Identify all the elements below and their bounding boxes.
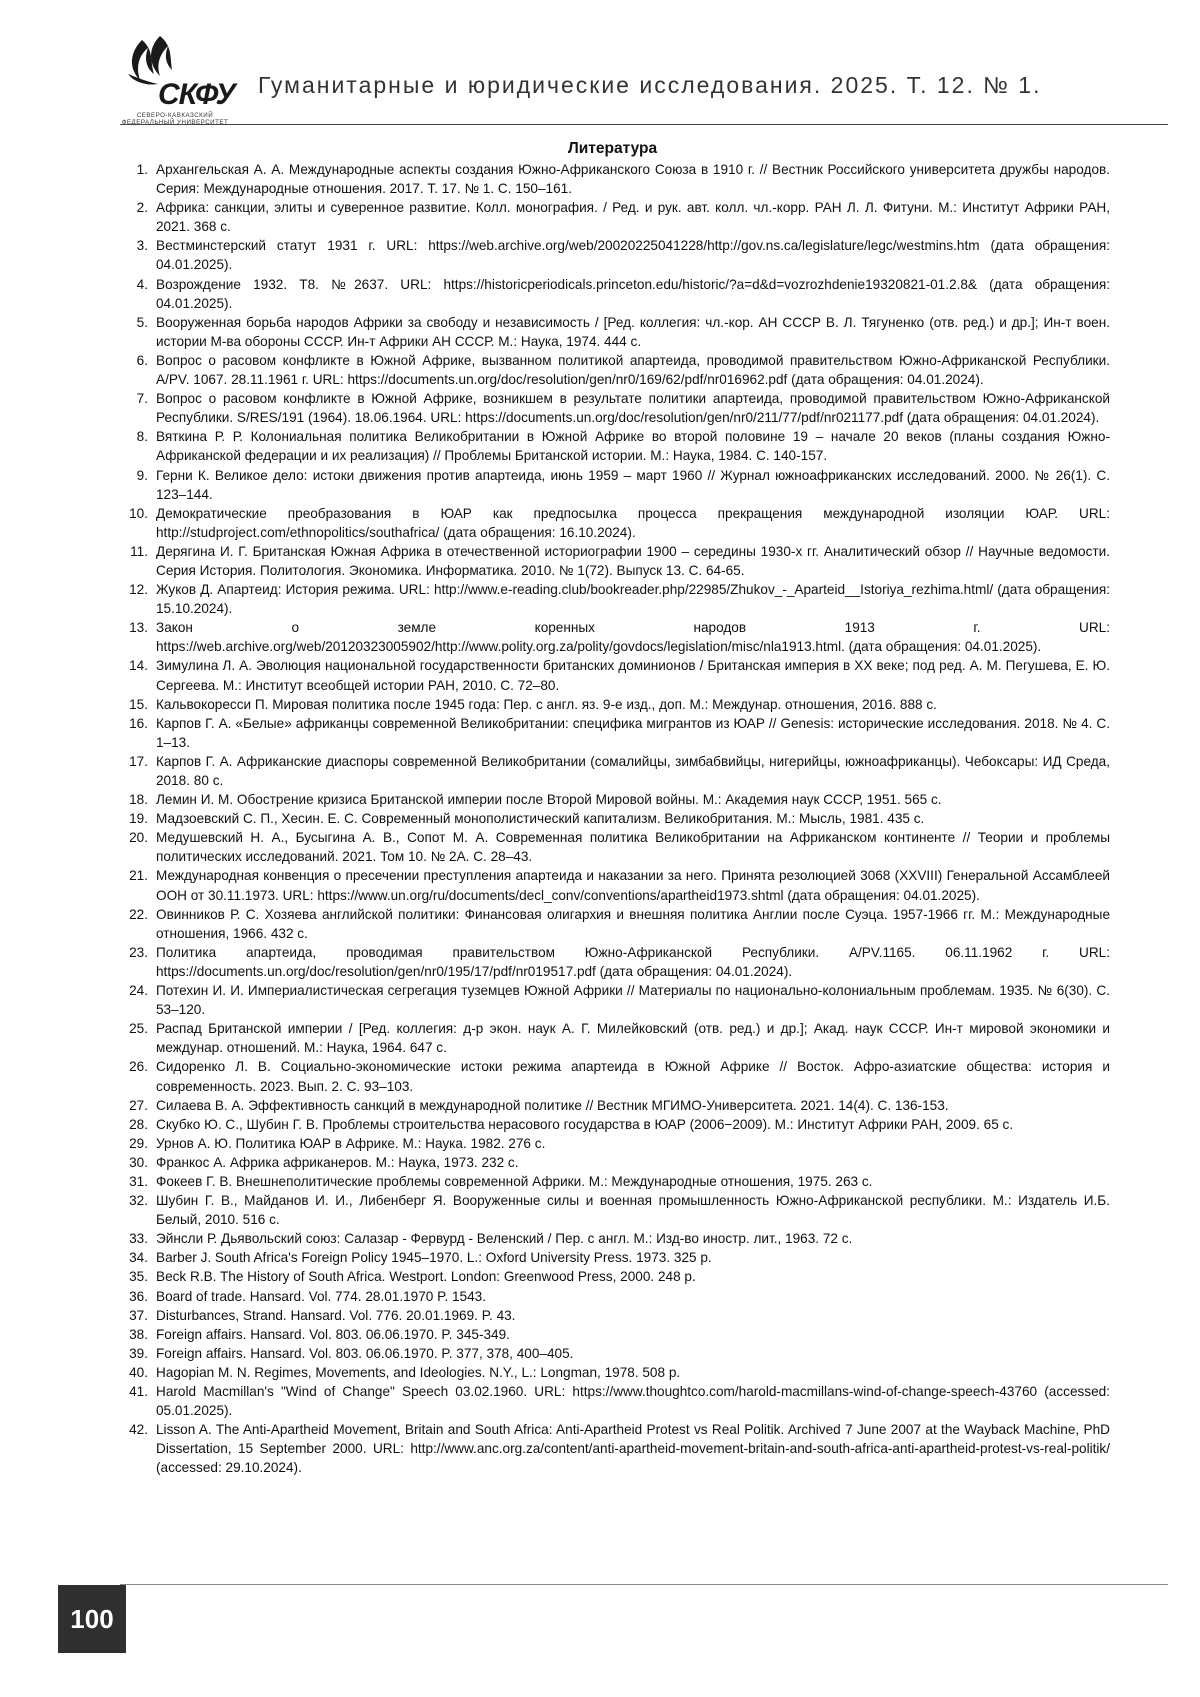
reference-number: 32. xyxy=(129,1193,148,1209)
reference-item xyxy=(120,828,1110,866)
reference-number: 41. xyxy=(129,1384,148,1399)
reference-text: Шубин Г. В., Майданов И. И., Либенберг Я. Вооруженные силы и военная промышленность Южно-Африканской республики. М.: Издатель И.Б. Белый, 2010. 516 с. xyxy=(156,1193,1110,1228)
reference-item xyxy=(120,1420,1110,1477)
reference-text: Жуков Д. Апартеид: История режима. URL: http://www.e-reading.club/bookreader.php/22985/Zhukov_-_Aparteid__Istoriya_rezhima.html/ (дата обращения: 15.10.2024). xyxy=(156,582,1110,617)
reference-item xyxy=(120,236,1110,274)
reference-number: 17. xyxy=(129,753,148,769)
reference-item xyxy=(120,1325,1110,1344)
reference-text: Медушевский Н. А., Бусыгина А. В., Сопот М. А. Современная политика Великобритании на Африканском континенте // Теории и проблемы политических исследований. 2021. Том 10. № 2А. С. 28–43. xyxy=(156,830,1110,865)
reference-text: Foreign affairs. Hansard. Vol. 803. 06.06.1970. P. 345-349. xyxy=(156,1326,510,1342)
reference-item xyxy=(120,160,1110,198)
reference-number: 27. xyxy=(129,1097,148,1113)
reference-text: Архангельская А. А. Международные аспекты создания Южно-Африканского Союза в 1910 г. // Вестник Российского университета дружбы народов. Серия: Международные отношения. 2017. Т. 17. № 1. С. 150–161. xyxy=(156,162,1110,197)
reference-text: Распад Британской империи / [Ред. коллегия: д-р экон. наук А. Г. Милейковский (отв. ред.) и др.]; Акад. наук СССР. Ин-т мировой экономики и междунар. отношений. М.: Наука, 1964. 647 с. xyxy=(156,1021,1110,1056)
reference-item xyxy=(120,1248,1110,1267)
reference-text: Фокеев Г. В. Внешнеполитические проблемы современной Африки. М.: Международные отношения, 1975. 263 с. xyxy=(156,1173,873,1189)
reference-number: 14. xyxy=(129,658,148,674)
reference-item xyxy=(120,1382,1110,1420)
logo-subtitle: СЕВЕРО-КАВКАЗСКИЙ ФЕДЕРАЛЬНЫЙ УНИВЕРСИТЕТ xyxy=(121,112,229,126)
reference-text: Дерягина И. Г. Британская Южная Африка в отечественной историографии 1900 – середины 1930-х гг. Аналитический обзор // Научные ведомости. Серия История. Политология. Экономика. Информатика. 2010. № 1(72). Выпуск 13. С. 64-65. xyxy=(156,543,1110,578)
section-heading: Литература xyxy=(567,140,658,157)
reference-number: 35. xyxy=(129,1269,148,1285)
reference-item xyxy=(120,1057,1110,1095)
reference-number: 9. xyxy=(136,467,148,483)
reference-number: 38. xyxy=(129,1326,148,1342)
reference-text: Вопрос о расовом конфликте в Южной Африке, вызванном политикой апартеида, проводимой правительством Южно-Африканской Республики. A/PV. 1067. 28.11.1961 г. URL: https://documents.un.org/doc/resolution/gen/nr0/169/62/pdf/nr016962.pdf (дата обращения: 04.01.2024). xyxy=(156,352,1110,388)
reference-text: Карпов Г. А. «Белые» африканцы современной Великобритании: специфика мигрантов из ЮАР // Genesis: исторические исследования. 2018. № 4. С. 1–13. xyxy=(156,715,1110,750)
reference-item xyxy=(120,466,1110,504)
reference-number: 6. xyxy=(136,352,148,368)
reference-item xyxy=(120,542,1110,580)
reference-text: Лемин И. М. Обострение кризиса Британской империи после Второй Мировой войны. М.: Академия наук СССР, 1951. 565 с. xyxy=(156,792,942,808)
reference-number: 24. xyxy=(129,983,148,999)
reference-number: 25. xyxy=(129,1021,148,1037)
reference-number: 26. xyxy=(129,1059,148,1075)
reference-item xyxy=(120,618,1110,656)
reference-text: Урнов А. Ю. Политика ЮАР в Африке. М.: Наука. 1982. 276 с. xyxy=(156,1135,546,1151)
reference-number: 5. xyxy=(136,314,148,330)
reference-text: Foreign affairs. Hansard. Vol. 803. 06.06.1970. P. 377, 378, 400–405. xyxy=(156,1345,574,1361)
reference-text: Мадзоевский С. П., Хесин. Е. С. Современный монополистический капитализм. Великобритания. М.: Мысль, 1981. 435 с. xyxy=(156,811,925,827)
reference-number: 36. xyxy=(129,1288,148,1304)
reference-number: 1. xyxy=(136,162,148,177)
reference-text: Beck R.B. The History of South Africa. Westport. London: Greenwood Press, 2000. 248 p. xyxy=(156,1269,696,1285)
footer-divider xyxy=(120,1584,1168,1585)
reference-item xyxy=(120,351,1110,389)
reference-item xyxy=(120,695,1110,714)
reference-item xyxy=(120,981,1110,1019)
reference-text: Силаева В. А. Эффективность санкций в международной политике // Вестник МГИМО-Университета. 2021. 14(4). С. 136-153. xyxy=(156,1097,949,1113)
reference-text: Board of trade. Hansard. Vol. 774. 28.01.1970 P. 1543. xyxy=(156,1288,487,1304)
reference-number: 10. xyxy=(129,505,148,521)
reference-item xyxy=(120,1153,1110,1172)
header-divider xyxy=(120,124,1168,125)
reference-item xyxy=(120,752,1110,790)
reference-number: 40. xyxy=(129,1364,148,1380)
reference-list xyxy=(120,160,1110,1477)
reference-number: 42. xyxy=(129,1422,148,1438)
reference-number: 13. xyxy=(129,620,148,636)
reference-number: 20. xyxy=(129,830,148,846)
reference-item xyxy=(120,275,1110,313)
reference-text: Barber J. South Africa's Foreign Policy 1945–1970. L.: Oxford University Press. 1973. 325 p. xyxy=(156,1250,712,1266)
reference-item xyxy=(120,504,1110,542)
reference-item xyxy=(120,1306,1110,1325)
reference-number: 18. xyxy=(129,792,148,808)
reference-text: Потехин И. И. Империалистическая сегрегация туземцев Южной Африки // Материалы по национально-колониальным проблемам. 1935. № 6(30). С. 53–120. xyxy=(156,983,1110,1018)
reference-item xyxy=(120,790,1110,809)
reference-number: 37. xyxy=(129,1307,148,1323)
reference-number: 12. xyxy=(129,582,148,598)
reference-text: Вестминстерский статут 1931 г. URL: https://web.archive.org/web/20020225041228/http://gov.ns.ca/legislature/legc/westmins.htm (дата обращения: 04.01.2025). xyxy=(156,238,1110,273)
reference-number: 34. xyxy=(129,1250,148,1266)
reference-item xyxy=(120,943,1110,981)
reference-item xyxy=(120,1229,1110,1248)
reference-number: 7. xyxy=(136,391,148,407)
reference-item xyxy=(120,1191,1110,1229)
reference-item xyxy=(120,198,1110,236)
reference-item xyxy=(120,1363,1110,1382)
reference-item xyxy=(120,1287,1110,1306)
reference-text: Зимулина Л. А. Эволюция национальной государственности британских доминионов / Британская империя в XX веке; под ред. А. М. Пегушева, Е. Ю. Сергеева. М.: Институт всеобщей истории РАН, 2010. С. 72–80. xyxy=(156,658,1110,693)
reference-text: Политика апартеида, проводимая правительством Южно-Африканской Республики. A/PV.1165. 06.11.1962 г. URL: https://documents.un.org/doc/resolution/gen/nr0/195/17/pdf/nr019517.pdf (дата обращения: 04.01.2024). xyxy=(156,944,1110,979)
reference-text: Африка: санкции, элиты и суверенное развитие. Колл. монография. / Ред. и рук. авт. колл. чл.-корр. РАН Л. Л. Фитуни. М.: Институт Африки РАН, 2021. 368 с. xyxy=(156,200,1110,235)
reference-number: 28. xyxy=(129,1116,148,1132)
reference-number: 22. xyxy=(129,906,148,922)
reference-item xyxy=(120,427,1110,465)
university-logo xyxy=(120,34,235,126)
reference-number: 4. xyxy=(136,276,148,292)
reference-number: 33. xyxy=(129,1231,148,1247)
page-number: 100 xyxy=(58,1585,126,1653)
reference-number: 3. xyxy=(136,238,148,254)
reference-text: Эйнсли Р. Дьявольский союз: Салазар - Фервурд - Веленский / Пер. с англ. М.: Изд-во иностр. лит., 1963. 72 с. xyxy=(156,1231,853,1247)
reference-text: Возрождение 1932. Т8. №2637. URL: https://historicperiodicals.princeton.edu/historic/?a=d&d=vozrozhdenie19320821-01.2.8& (дата обращения: 04.01.2025). xyxy=(156,276,1110,311)
reference-text: Вооруженная борьба народов Африки за свободу и независимость / [Ред. коллегия: чл.-кор. АН СССР В. Л. Тягуненко (отв. ред.) и др.]; Ин-т воен. истории М-ва обороны СССР. Ин-т Африки АН СССР. М.: Наука, 1974. 444 с. xyxy=(156,314,1110,349)
reference-item xyxy=(120,580,1110,618)
reference-text: Harold Macmillan's "Wind of Change" Speech 03.02.1960. URL: https://www.thoughtco.com/harold-macmillans-wind-of-change-speech-43760 (accessed: 05.01.2025). xyxy=(156,1384,1110,1419)
logo-wordmark: СКФУ xyxy=(158,78,235,111)
page-header xyxy=(0,0,1200,130)
reference-item xyxy=(120,1134,1110,1153)
reference-item xyxy=(120,1096,1110,1115)
reference-number: 11. xyxy=(130,543,148,559)
reference-number: 16. xyxy=(129,715,148,731)
reference-item xyxy=(120,1172,1110,1191)
reference-text: Disturbances, Strand. Hansard. Vol. 776. 20.01.1969. P. 43. xyxy=(156,1307,516,1323)
reference-item xyxy=(120,905,1110,943)
reference-text: Овинников Р. С. Хозяева английской политики: Финансовая олигархия и внешняя политика Англии после Суэца. 1957-1966 гг. М.: Международные отношения, 1966. 432 с. xyxy=(156,906,1110,941)
reference-number: 39. xyxy=(129,1345,148,1361)
reference-item xyxy=(120,1344,1110,1363)
reference-number: 23. xyxy=(129,944,148,960)
reference-item xyxy=(120,389,1110,427)
reference-item xyxy=(120,1267,1110,1286)
reference-text: Lisson A. The Anti-Apartheid Movement, Britain and South Africa: Anti-Apartheid Protest vs Real Politik. Archived 7 June 2007 at the Wayback Machine, PhD Dissertation, 15 September 2000. URL: http://www.anc.org.za/content/anti-apartheid-movement-britain-and-south-africa-anti-apartheid-protest-vs-real-politik/ (accessed: 29.10.2024). xyxy=(156,1422,1110,1476)
reference-text: Вяткина Р. Р. Колониальная политика Великобритании в Южной Африке во второй половине 19 – начале 20 веков (планы создания Южно-Африканской федерации и их реализация) // Проблемы Британской истории. М.: Наука, 1984. С. 140-157. xyxy=(156,429,1110,464)
reference-item xyxy=(120,313,1110,351)
reference-text: Вопрос о расовом конфликте в Южной Африке, возникшем в результате политики апартеида, проводимой правительством Южно-Африканской Республики. S/RES/191 (1964). 18.06.1964. URL: https://documents.un.org/doc/resolution/gen/nr0/211/77/pdf/nr021177.pdf (дата обращения: 04.01.2024). xyxy=(156,391,1110,426)
reference-text: Демократические преобразования в ЮАР как предпосылка процесса прекращения международной изоляции ЮАР. URL: http://studproject.com/ethnopolitics/southafrica/ (дата обращения: 16.10.2024). xyxy=(156,505,1110,540)
reference-number: 29. xyxy=(129,1135,148,1151)
reference-text: Международная конвенция о пресечении преступления апартеида и наказании за него. Принята резолюцией 3068 (XXVIII) Генеральной Ассамблеей ООН от 30.11.1973. URL: https://www.un.org/ru/documents/decl_conv/conventions/apartheid1973.shtml (дата обращения: 04.01.2025). xyxy=(156,868,1110,903)
journal-title: Гуманитарные и юридические исследования. 2025. Т. 12. № 1. xyxy=(258,72,1042,98)
reference-item xyxy=(120,1019,1110,1057)
reference-text: Кальвокоресси П. Мировая политика после 1945 года: Пер. с англ. яз. 9-е изд., доп. М.: Междунар. отношения, 2016. 888 с. xyxy=(156,696,937,712)
reference-number: 15. xyxy=(129,696,148,712)
reference-item xyxy=(120,656,1110,694)
reference-number: 8. xyxy=(136,429,148,445)
reference-text: Сидоренко Л. В. Социально-экономические истоки режима апартеида в Южной Африке // Восток. Афро-азиатские общества: история и современность. 2023. Вып. 2. С. 93–103. xyxy=(156,1059,1110,1094)
reference-text: Hagopian M. N. Regimes, Movements, and Ideologies. N.Y., L.: Longman, 1978. 508 p. xyxy=(156,1364,681,1380)
reference-item xyxy=(120,809,1110,828)
reference-number: 2. xyxy=(136,200,148,216)
reference-number: 21. xyxy=(129,868,148,884)
reference-text: Герни К. Великое дело: истоки движения против апартеида, июнь 1959 – март 1960 // Журнал южноафриканских исследований. 2000. № 26(1). С. 123–144. xyxy=(156,467,1110,502)
reference-number: 30. xyxy=(129,1154,148,1170)
reference-item xyxy=(120,714,1110,752)
reference-number: 19. xyxy=(129,811,148,827)
reference-number: 31. xyxy=(129,1173,148,1189)
reference-text: Закон о земле коренных народов 1913 г. URL: https://web.archive.org/web/20120323005902/http://www.polity.org.za/polity/govdocs/legislation/misc/nla1913.html. (дата обращения: 04.01.2025). xyxy=(156,620,1110,655)
reference-text: Карпов Г. А. Африканские диаспоры современной Великобритании (сомалийцы, зимбабвийцы, нигерийцы, южноафриканцы). Чебоксары: ИД Среда, 2018. 80 с. xyxy=(156,753,1110,788)
reference-item xyxy=(120,866,1110,904)
reference-text: Скубко Ю. С., Шубин Г. В. Проблемы строительства нерасового государства в ЮАР (2006−2009). М.: Институт Африки РАН, 2009. 65 с. xyxy=(156,1116,1014,1132)
reference-text: Франкос А. Африка африканеров. М.: Наука, 1973. 232 с. xyxy=(156,1154,519,1170)
reference-item xyxy=(120,1115,1110,1134)
